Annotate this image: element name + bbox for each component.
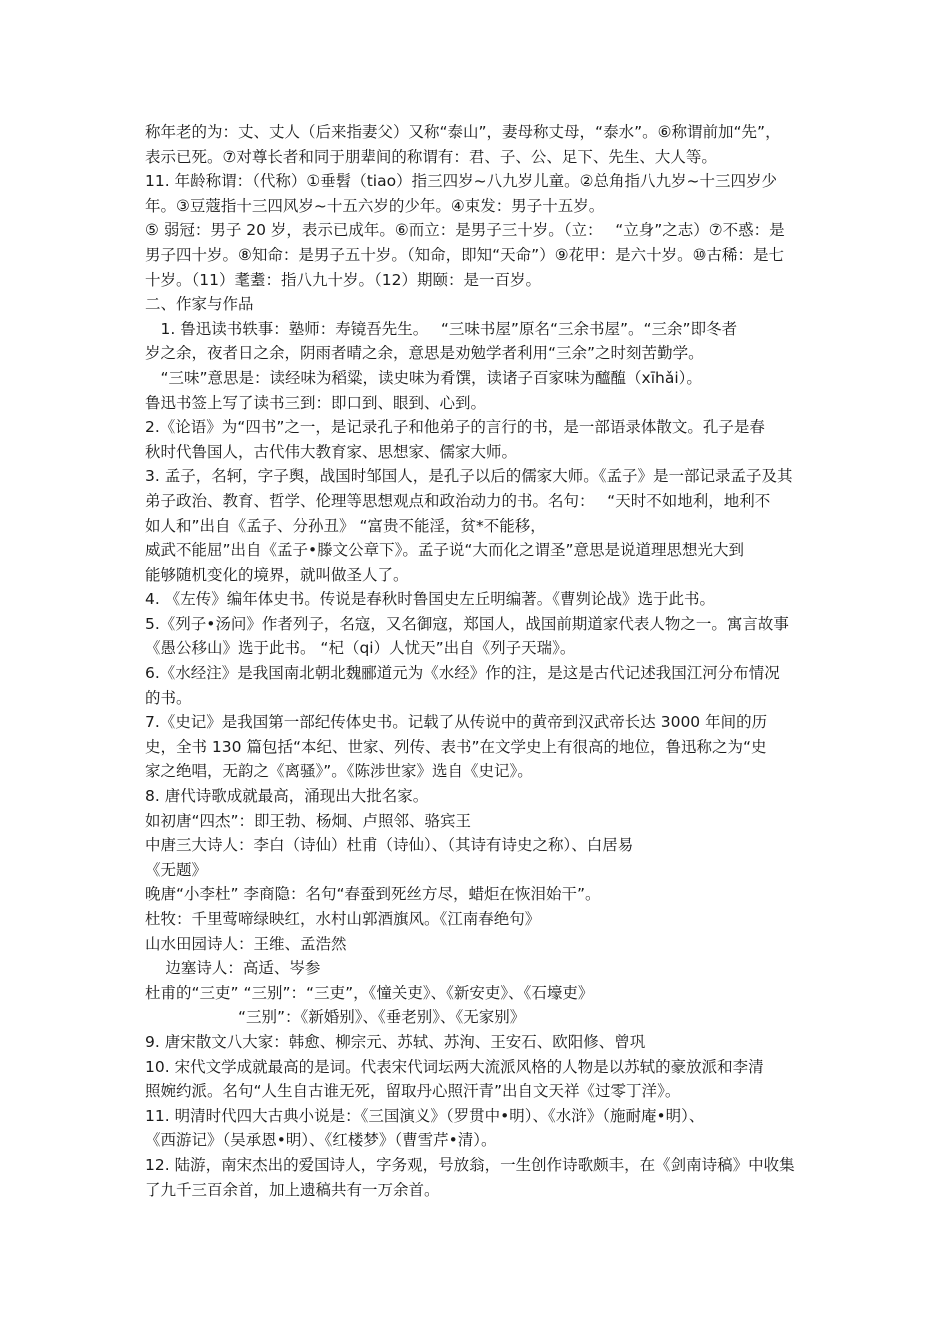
text-line: 10. 宋代文学成就最高的是词。代表宋代词坛两大流派风格的人物是以苏轼的豪放派和李清: [145, 1057, 764, 1076]
text-line: 鲁迅书签上写了读书三到：即口到、眼到、心到。: [145, 393, 487, 412]
text-line: 中唐三大诗人：李白（诗仙）杜甫（诗仙）、（其诗有诗史之称）、白居易: [145, 836, 634, 855]
text-line: 《无题》: [145, 860, 208, 879]
text-line: 9. 唐宋散文八大家：韩愈、柳宗元、苏轼、苏洵、王安石、欧阳修、曾巩: [145, 1032, 646, 1051]
text-line: 5.《列子•汤问》作者列子，名寇，又名御寇，郑国人，战国前期道家代表人物之一。寓言故事: [145, 614, 789, 633]
text-line: 年。③豆蔻指十三四风岁~十五六岁的少年。④束发：男子十五岁。: [145, 196, 605, 215]
text-line: 能够随机变化的境界，就叫做圣人了。: [145, 565, 409, 584]
text-line: 4. 《左传》编年体史书。传说是春秋时鲁国史左丘明编著。《曹刿论战》选于此书。: [145, 590, 715, 609]
text-line: 1. 鲁迅读书轶事：塾师：寿镜吾先生。 “三味书屋”原名“三余书屋”。“三余”即冬者: [145, 319, 738, 338]
text-line: 晚唐“小李杜” 李商隐：名句“春蚕到死丝方尽，蜡炬在恢泪始干”。: [145, 885, 601, 904]
text-line: 了九千三百余首，加上遗稿共有一万余首。: [145, 1180, 440, 1199]
text-line: 11. 年龄称谓：（代称）①垂髫（tiao）指三四岁~八九岁儿童。②总角指八九岁~十三四岁少: [145, 172, 777, 191]
document-body: [145, 120, 825, 1202]
text-line: 7.《史记》是我国第一部纪传体史书。记载了从传说中的黄帝到汉武帝长达 3000 年间的历: [145, 713, 768, 732]
text-line: 的书。: [145, 688, 192, 707]
text-line: 照婉约派。名句“人生自古谁无死，留取丹心照汗青”出自文天祥《过零丁洋》。: [145, 1082, 681, 1101]
text-line: 杜牧：千里莺啼绿映红，水村山郭酒旗风。《江南春绝句》: [145, 910, 541, 928]
text-line: 8. 唐代诗歌成就最高，涌现出大批名家。: [145, 787, 429, 806]
text-line: 威武不能屈”出自《孟子•滕文公章下》。孟子说“大而化之谓圣”意思是说道理思想光大到: [145, 541, 744, 560]
text-line: 杜甫的“三吏” “三别”：“三吏”，《憧关吏》、《新安吏》、《石壕吏》: [145, 983, 594, 1002]
section-heading: 二、作家与作品: [145, 295, 254, 314]
text-line: 岁之余，夜者日之余，阴雨者晴之余，意思是劝勉学者利用“三余”之时刻苦勤学。: [145, 344, 704, 363]
text-line: ⑤ 弱冠：男子 20 岁，表示已成年。⑥而立：是男子三十岁。（立： “立身”之志）⑦不惑：是: [145, 221, 785, 240]
text-line: 山水田园诗人：王维、孟浩然: [145, 934, 347, 953]
text-line: 称年老的为：丈、丈人（后来指妻父）又称“泰山”，妻母称丈母，“泰水”。⑥称谓前加“先”，: [145, 123, 781, 141]
text-line: 《愚公移山》选于此书。 “杞（qi）人忧天”出自《列子天瑞》。: [145, 639, 576, 658]
text-line: 12. 陆游，南宋杰出的爱国诗人，字务观，号放翁，一生创作诗歌颇丰，在《剑南诗稿》中收集: [145, 1155, 795, 1174]
text-line: 家之绝唱，无韵之《离骚》”。《陈涉世家》选自《史记》。: [145, 762, 533, 781]
text-line: 弟子政治、教育、哲学、伦理等思想观点和政治动力的书。名句： “天时不如地利，地利不: [145, 491, 771, 510]
text-line: 3. 孟子，名轲，字子舆，战国时邹国人，是孔子以后的儒家大师。《孟子》是一部记录孟子及其: [145, 467, 793, 486]
text-line: 十岁。（11）耄耋：指八九十岁。（12）期颐：是一百岁。: [145, 270, 541, 289]
text-line: “三味”意思是：读经味为稻粱，读史味为肴馔，读诸子百家味为醯醢（xīhǎi）。: [145, 368, 702, 387]
text-line: 11. 明清时代四大古典小说是：《三国演义》（罗贯中•明）、《水浒》（施耐庵•明）、: [145, 1106, 705, 1125]
text-line: 史，全书 130 篇包括“本纪、世家、列传、表书”在文学史上有很高的地位，鲁迅称之为“史: [145, 737, 767, 756]
text-line: 表示已死。⑦对尊长者和同于朋辈间的称谓有：君、子、公、足下、先生、大人等。: [145, 147, 717, 166]
text-line: 男子四十岁。⑧知命：是男子五十岁。（知命，即知“天命”）⑨花甲：是六十岁。⑩古稀：是七: [145, 245, 784, 264]
text-line: “三别”：《新婚别》、《垂老别》、《无家别》: [145, 1008, 526, 1027]
text-line: 如人和”出自《孟子、分孙丑》 “富贵不能淫，贫*不能移，: [145, 516, 546, 535]
text-line: 如初唐“四杰”：即王勃、杨炯、卢照邻、骆宾王: [145, 811, 472, 830]
text-line: 6.《水经注》是我国南北朝北魏郦道元为《水经》作的注，是这是古代记述我国江河分布情况: [145, 664, 780, 683]
text-line: 2.《论语》为“四书”之一，是记录孔子和他弟子的言行的书，是一部语录体散文。孔子是春: [145, 418, 765, 437]
text-line: 《西游记》（吴承恩•明）、《红楼梦》（曹雪芹•清）。: [145, 1131, 497, 1150]
text-line: 秋时代鲁国人，古代伟大教育家、思想家、儒家大师。: [145, 442, 518, 461]
text-line: 边塞诗人：高适、岑参: [145, 959, 321, 978]
